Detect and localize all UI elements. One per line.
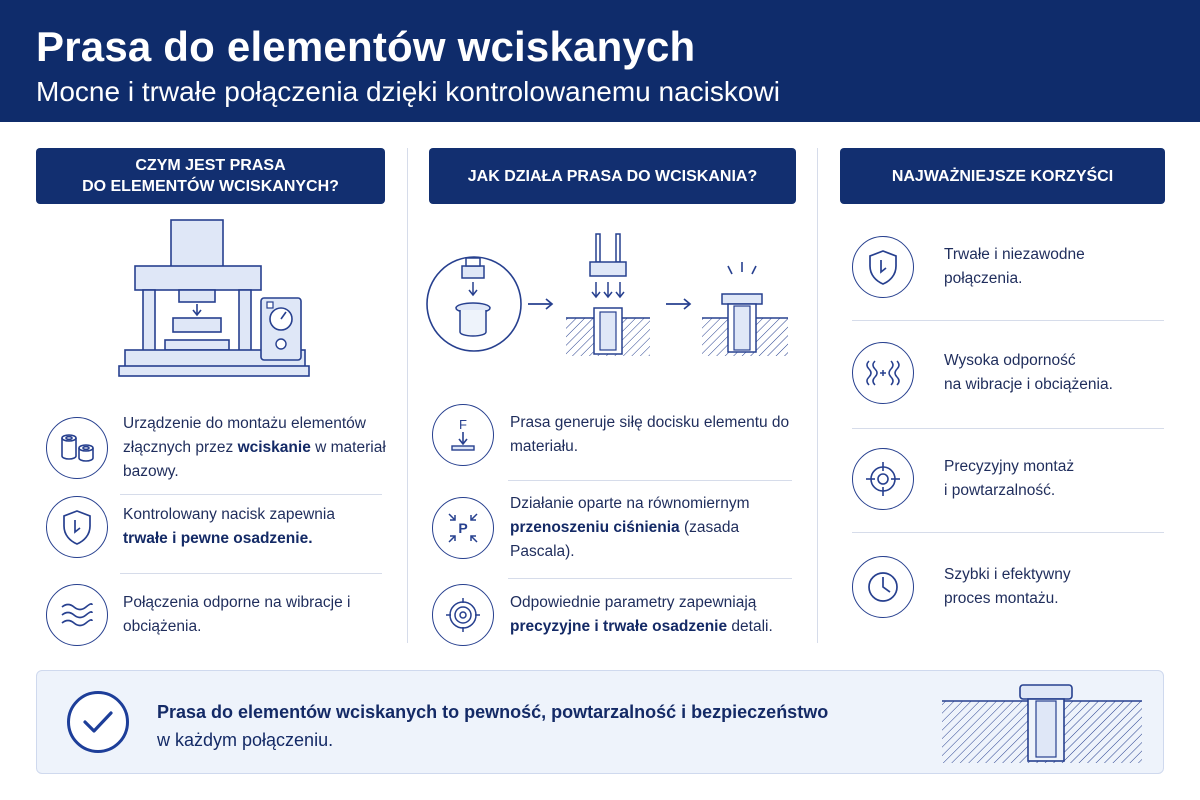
divider [852,532,1164,533]
pressing-process-diagram [420,228,800,362]
divider [120,573,382,574]
heading-line: CZYM JEST PRASA [135,157,286,174]
shield-icon [46,496,108,558]
clock-icon [852,556,914,618]
divider [120,494,382,495]
item-text: Szybki i efektywny proces montażu. [944,566,1071,607]
section-heading-what-is [36,148,385,204]
divider [852,428,1164,429]
benefit-item [852,556,1162,618]
item-text: Połączenia odporne na wibracje i obciążenia. [123,594,351,635]
section-heading-benefits: NAJWAŻNIEJSZE KORZYŚCI [840,148,1165,204]
benefit-item [852,448,1162,510]
sleeves-icon [46,417,108,479]
info-item [432,492,802,564]
svg-text:F: F [459,417,467,432]
info-item [432,404,802,466]
info-item [46,412,396,484]
item-text: Działanie oparte na równomiernym przenoszeniu ciśnienia (zasada Pascala). [510,495,750,560]
svg-text:P: P [458,520,468,536]
inserted-sleeve-illustration [942,679,1142,767]
shield-icon [852,236,914,298]
benefit-item [852,236,1162,298]
header-banner [0,0,1200,122]
vibration-icon [852,342,914,404]
info-item [46,496,396,558]
press-machine-illustration [115,212,315,384]
page-title: Prasa do elementów wciskanych [36,23,696,70]
crosshair-icon [852,448,914,510]
column-divider [817,148,818,643]
target-icon [432,584,494,646]
heading-line: DO ELEMENTÓW WCISKANYCH? [82,178,339,195]
item-text: Trwałe i niezawodne połączenia. [944,246,1085,287]
section-heading-how-it-works: JAK DZIAŁA PRASA DO WCISKANIA? [429,148,796,204]
summary-text: Prasa do elementów wciskanych to pewność, powtarzalność i bezpieczeństwo w każdym połączeniu. [157,702,829,750]
pressure-icon [432,497,494,559]
info-item [46,584,396,646]
item-text: Precyzyjny montaż i powtarzalność. [944,458,1075,499]
item-text: Odpowiednie parametry zapewniają precyzyjne i trwałe osadzenie detali. [510,594,773,635]
benefit-item [852,342,1162,404]
waves-icon [46,584,108,646]
column-divider [407,148,408,643]
summary-banner [36,670,1164,774]
divider [508,578,792,579]
divider [508,480,792,481]
page-subtitle: Mocne i trwałe połączenia dzięki kontrolowanemu naciskowi [36,76,780,107]
divider [852,320,1164,321]
check-circle-icon [67,691,129,753]
item-text: Prasa generuje siłę docisku elementu do materiału. [510,414,790,455]
item-text: Kontrolowany nacisk zapewnia trwałe i pewne osadzenie. [123,506,335,547]
info-item [432,584,802,646]
item-text: Urządzenie do montażu elementów złącznych przez wciskanie w materiał bazowy. [123,415,386,480]
force-icon [432,404,494,466]
item-text: Wysoka odporność na wibracje i obciążenia. [944,352,1113,393]
